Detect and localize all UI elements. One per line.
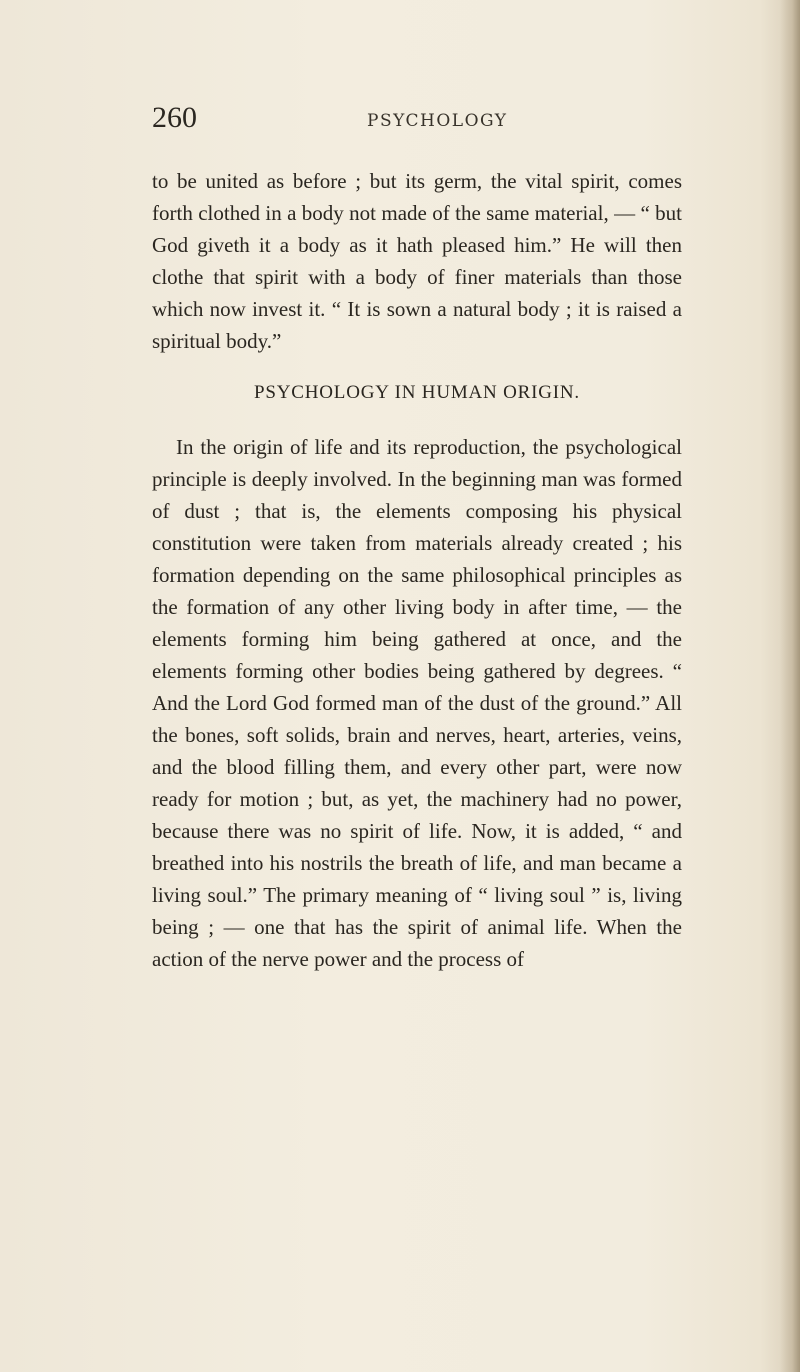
page-number: 260	[152, 101, 197, 134]
section-heading: PSYCHOLOGY IN HUMAN ORIGIN.	[254, 382, 580, 403]
body-text	[152, 165, 682, 975]
paragraph-continuation: to be united as before ; but its germ, the vital spirit, comes forth clothed in a body not made of the same material, — “ but God giveth it a body as it hath pleased him.” He will then clothe that spirit with a body of finer materials than those which now invest it. “ It is sown a natural body ; it is raised a spiritual body.”	[152, 169, 682, 353]
running-head: PSYCHOLOGY	[367, 111, 508, 131]
paragraph-human-origin: In the origin of life and its reproduction, the psychological principle is deeply involved. In the beginning man was formed of dust ; that is, the elements composing his physical constitution were taken from materials already created ; his formation depending on the same philosophical principles as the formation of any other living body in after time, — the elements forming him being gathered at once, and the elements forming other bodies being gathered by degrees. “ And the Lord God formed man of the dust of the ground.” All the bones, soft solids, brain and nerves, heart, arteries, veins, and the blood filling them, and every other part, were now ready for motion ; but, as yet, the machinery had no power, because there was no spirit of life. Now, it is added, “ and breathed into his nostrils the breath of life, and man became a living soul.” The primary meaning of “ living soul ” is, living being ; — one that has the spirit of animal life. When the action of the nerve power and the process of	[152, 435, 682, 971]
page-header	[152, 98, 692, 144]
section-heading-wrap	[152, 377, 682, 409]
page-edge-shadow	[780, 0, 800, 1372]
